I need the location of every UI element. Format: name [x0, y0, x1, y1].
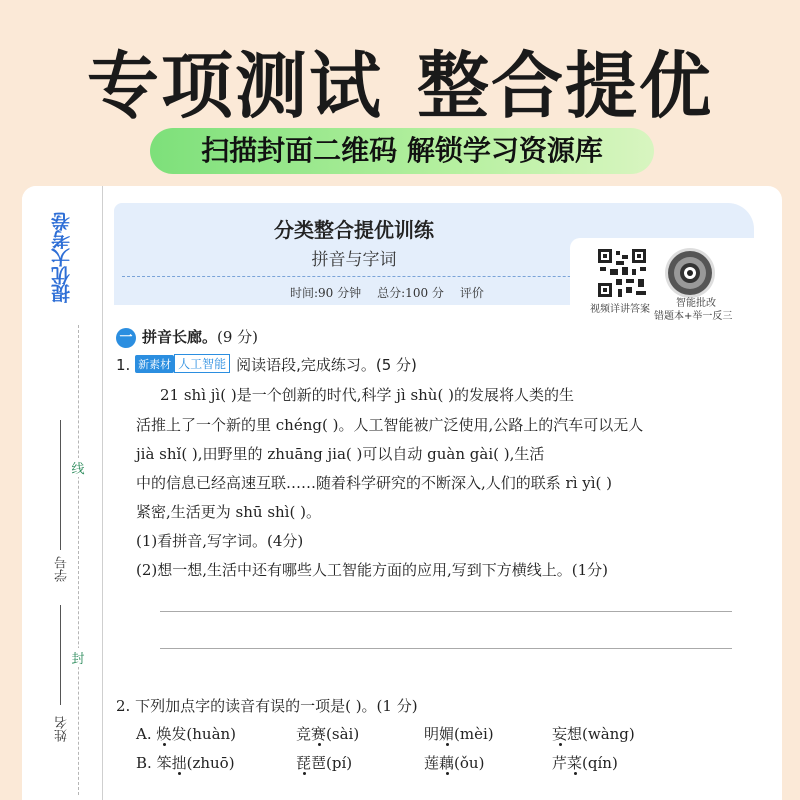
question-prompt: 阅读语段,完成练习。(5 分) — [236, 356, 417, 374]
binding-dotted-line — [78, 325, 79, 795]
header-title: 分类整合提优训练 — [274, 218, 434, 242]
answer-line[interactable] — [160, 648, 732, 649]
name-label: 姓名 — [55, 716, 70, 742]
student-id-fill-line — [60, 420, 61, 550]
section-1-heading — [116, 326, 258, 348]
hero-title-part2: 整合提优 — [417, 44, 714, 128]
topic-tag: 人工智能 — [174, 354, 230, 373]
passage-line: 21 shì jì( )是一个创新的时代,科学 jì shù( )的发展将人类的生 — [160, 386, 574, 404]
sub-question-1: (1)看拼音,写字词。(4分) — [136, 532, 304, 550]
section-number-badge: 一 — [116, 328, 136, 348]
option-b-4[interactable]: 芹菜(qín) — [552, 754, 618, 772]
section-title: 拼音长廊。 — [142, 328, 218, 346]
passage-line: 紧密,生活更为 shū shì( )。 — [136, 503, 321, 521]
time-label: 时间:90 分钟 — [290, 286, 362, 300]
hero-title — [0, 28, 800, 132]
option-b-3[interactable]: 莲藕(ǒu) — [424, 754, 485, 772]
brand-logo: 提优大考卷 — [51, 213, 73, 303]
video-answer-qr-icon[interactable] — [596, 247, 648, 299]
name-fill-line — [60, 605, 61, 705]
answer-line[interactable] — [160, 611, 732, 612]
new-material-tag: 新素材 — [135, 355, 174, 373]
option-b-2[interactable]: 琵琶(pí) — [296, 754, 353, 772]
seal-label-line: 线 — [68, 458, 88, 477]
header-subtitle: 拼音与字词 — [311, 250, 397, 270]
smart-grading-caption: 智能批改 — [676, 298, 716, 309]
hero-title-part1: 专项测试 — [86, 44, 383, 128]
error-book-caption: 错题本+举一反三 — [654, 311, 733, 322]
smart-grading-qr-icon[interactable] — [664, 247, 716, 299]
student-id-label: 学号 — [55, 556, 70, 582]
header-info — [290, 284, 500, 301]
question-1-heading — [116, 354, 417, 375]
subtitle-text: 扫描封面二维码 解锁学习资源库 — [201, 134, 603, 167]
question-2-prompt: 2. 下列加点字的读音有误的一项是( )。(1 分) — [116, 697, 418, 715]
option-a-1[interactable]: A. 焕发(huàn) — [136, 725, 237, 743]
option-a-4[interactable]: 妄想(wàng) — [552, 725, 635, 743]
question-number: 1. — [116, 356, 131, 374]
rating-label: 评价 — [459, 286, 484, 300]
total-label: 总分:100 分 — [377, 286, 444, 300]
section-score: (9 分) — [217, 328, 259, 346]
video-answer-caption: 视频详讲答案 — [590, 304, 650, 315]
option-a-2[interactable]: 竞赛(sài) — [296, 725, 360, 743]
sub-question-2: (2)想一想,生活中还有哪些人工智能方面的应用,写到下方横线上。(1分) — [136, 561, 609, 579]
passage-line: jià shǐ( ),田野里的 zhuāng jia( )可以自动 guàn gài( ),生活 — [136, 445, 545, 463]
passage-line: 中的信息已经高速互联……随着科学研究的不断深入,人们的联系 rì yì( ) — [136, 474, 613, 492]
option-a-3[interactable]: 明媚(mèi) — [424, 725, 494, 743]
passage-line: 活推上了一个新的里 chéng( )。人工智能被广泛使用,公路上的汽车可以无人 — [136, 416, 644, 434]
seal-label-seal: 封 — [68, 648, 88, 667]
option-b-1[interactable]: B. 笨拙(zhuō) — [136, 754, 235, 772]
